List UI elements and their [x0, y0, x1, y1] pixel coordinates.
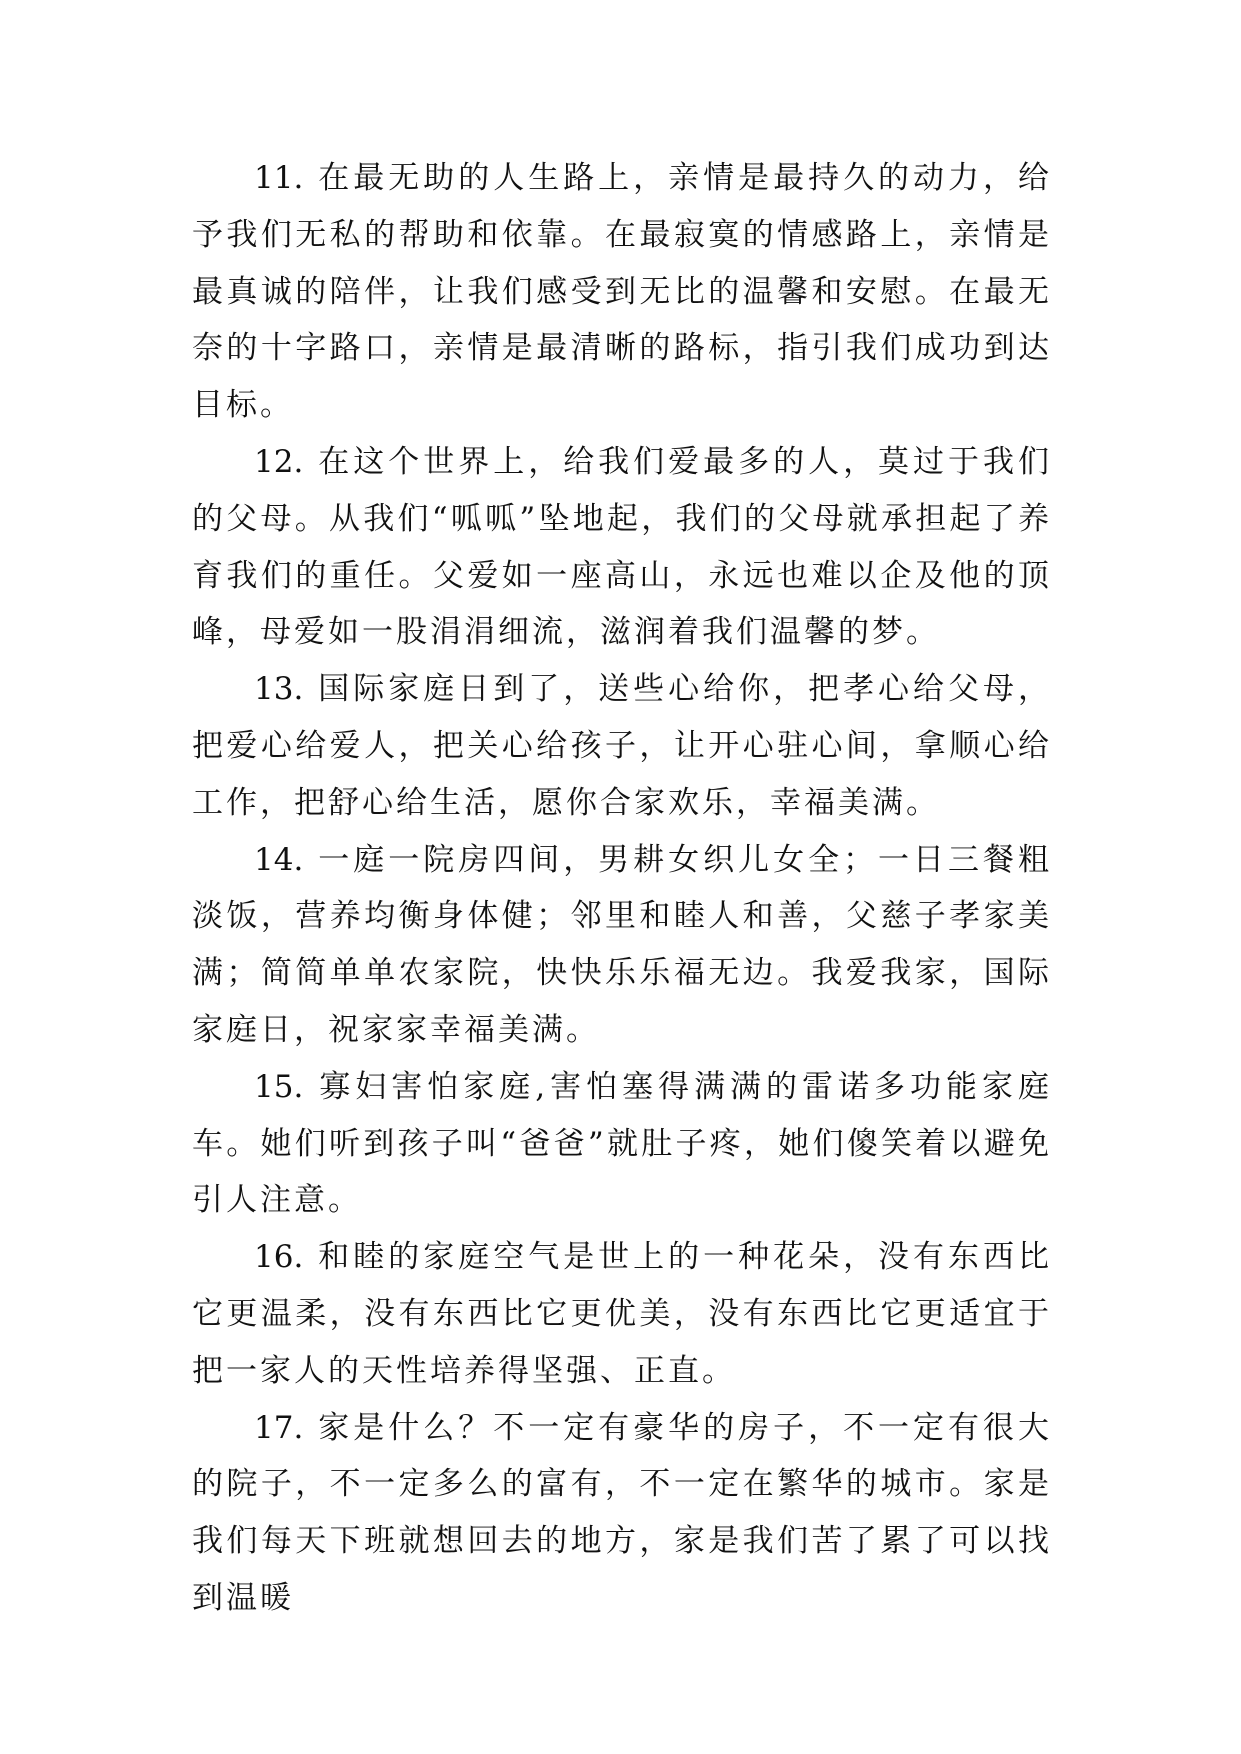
paragraph-text: 在最无助的人生路上，亲情是最持久的动力，给予我们无私的帮助和依靠。在最寂寞的情感路上，亲情是最真诚的陪伴，让我们感受到无比的温馨和安慰。在最无奈的十字路口，亲情是最清晰的路标，指引我们成功到达目标。 — [192, 160, 1052, 424]
paragraph-13 — [192, 661, 1052, 831]
paragraph-number: 15. — [254, 1068, 304, 1105]
paragraph-number: 14. — [254, 841, 304, 878]
paragraph-number: 11. — [254, 160, 304, 196]
paragraph-text: 寡妇害怕家庭,害怕塞得满满的雷诺多功能家庭车。她们听到孩子叫“爸爸”就肚子疼，她们傻笑着以避免引人注意。 — [192, 1068, 1052, 1219]
paragraph-17 — [192, 1400, 1052, 1627]
paragraph-text: 国际家庭日到了，送些心给你，把孝心给父母，把爱心给爱人，把关心给孩子，让开心驻心间，拿顺心给工作，把舒心给生活，愿你合家欢乐，幸福美满。 — [192, 671, 1052, 821]
paragraph-text: 和睦的家庭空气是世上的一种花朵，没有东西比它更温柔，没有东西比它更优美，没有东西比它更适宜于把一家人的天性培养得坚强、正直。 — [192, 1239, 1052, 1389]
paragraph-text: 家是什么？不一定有豪华的房子，不一定有很大的院子，不一定多么的富有，不一定在繁华的城市。家是我们每天下班就想回去的地方，家是我们苦了累了可以找到温暖 — [192, 1409, 1052, 1616]
paragraph-12 — [192, 434, 1052, 661]
paragraph-16 — [192, 1229, 1052, 1399]
paragraph-text: 在这个世界上，给我们爱最多的人，莫过于我们的父母。从我们“呱呱”坠地起，我们的父母就承担起了养育我们的重任。父爱如一座高山，永远也难以企及他的顶峰，母爱如一股涓涓细流，滋润着我们温馨的梦。 — [192, 443, 1052, 651]
document-body — [192, 150, 1052, 1627]
paragraph-text: 一庭一院房四间，男耕女织儿女全；一日三餐粗淡饭，营养均衡身体健；邻里和睦人和善，父慈子孝家美满；简简单单农家院，快快乐乐福无边。我爱我家，国际家庭日，祝家家幸福美满。 — [192, 841, 1052, 1048]
paragraph-15 — [192, 1059, 1052, 1229]
paragraph-number: 16. — [254, 1239, 304, 1276]
paragraph-11 — [192, 150, 1052, 434]
paragraph-number: 17. — [254, 1409, 304, 1446]
paragraph-14 — [192, 832, 1052, 1059]
paragraph-number: 12. — [254, 443, 304, 480]
paragraph-number: 13. — [254, 671, 304, 708]
